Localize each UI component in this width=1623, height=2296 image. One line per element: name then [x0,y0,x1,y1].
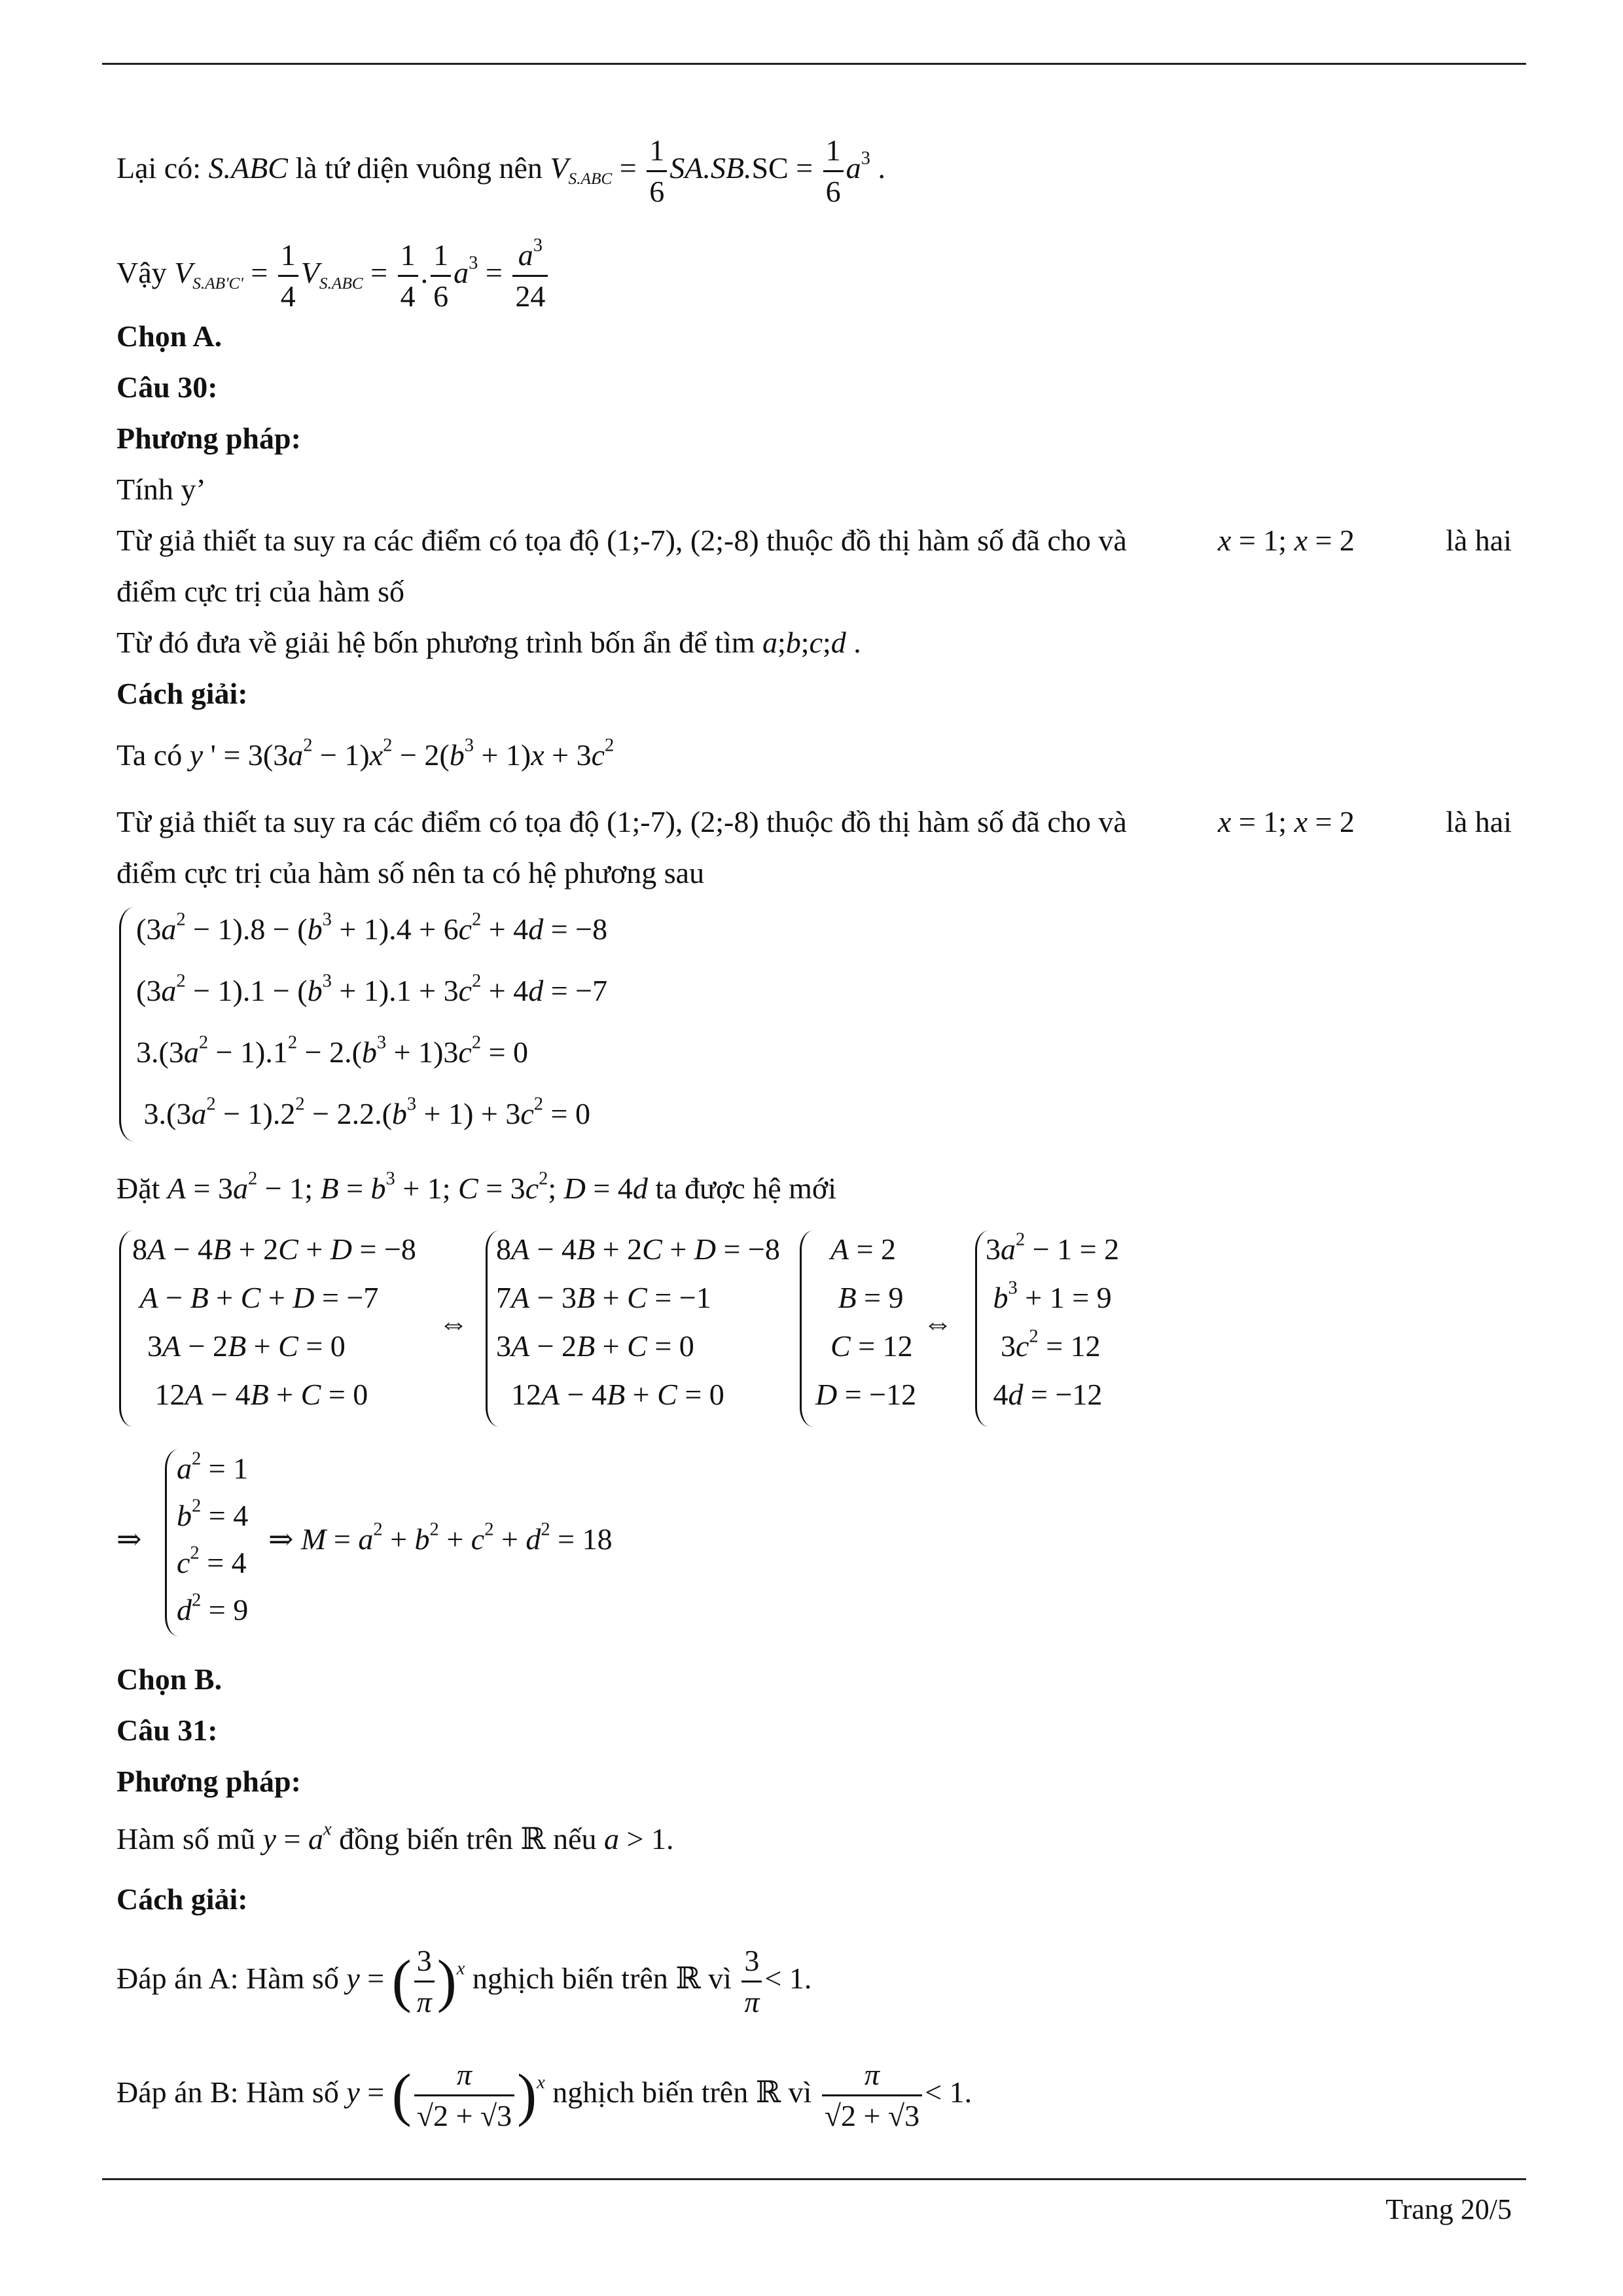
equation-system-2a: 8A − 4B + 2C + D = −8 A − B + C + D = −7 3A − 2B + C = 0 12A − 4B + C = 0 [132,1232,416,1411]
equation-system-2c: A = 2 B = 9 C = 12 D = −12 [815,1232,917,1411]
question-30-heading: Câu 30: [116,370,218,404]
solution-heading-31: Cách giải: [116,1882,248,1916]
result-sum-squares: ⇒ $M = a^2 + b^2 + c^2 + d^2 = 18$ [268,1519,613,1556]
equation-system-2b: 8A − 4B + 2C + D = −8 7A − 3B + C = −1 3A − 2B + C = 0 12A − 4B + C = 0 [496,1232,780,1411]
equation-system-1: $(3a^2 - 1).8 - (b^3 + 1).4 + 6c^2 + 4d = -8$ $(3a^2 - 1).1 - (b^3 + 1).1 + 3c^2 + 4d = -7$ $3.(3a^2 - 1).1^2 - 2.(b^3 + 1)3c^2 = 0$ $3.(3a^2 - 1).2^2 - 2.2.(b^3 + 1) + 3c^2 = 0$ [136,909,608,1130]
option-b-analysis: Đáp án B: Hàm số y = ( $\frac{\pi}{√2 + √3}$ )$^x$ nghịch biến trên ℝ vì $\frac{\pi}{√2 + √3}$ < 1. [116,2050,1512,2138]
line-volume-sabc: Lại có: S.ABC là tứ diện vuông nên $V_{S.ABC}$ = $\frac{1}{6}$ SA.SB.SC = $\frac{1}{6}$ $a^3$ . [116,131,1512,211]
system-brace-1 [119,907,134,1141]
substitution-line: Đặt $A = 3a^2 - 1$; $B = b^3 + 1$; $C = 3c^2$; D = 4d ta được hệ mới [116,1168,837,1205]
page-number: Trang 20/5 [1385,2193,1512,2225]
question-31-heading: Câu 31: [116,1713,218,1747]
header-rule [102,63,1526,65]
answer-choose-b: Chọn B. [116,1662,223,1696]
system-brace-2c [800,1230,813,1427]
footer-rule [102,2178,1526,2180]
equation-system-3: $a^2 = 1$ $b^2 = 4$ $c^2 = 4$ $d^2 = 9$ [177,1448,249,1626]
hypothesis-line-2: Từ giả thiết ta suy ra các điểm có tọa độ (1;-7), (2;-8) thuộc đồ thị hàm số đã cho và x = 1; x = 2 là hai [116,805,1512,838]
hypothesis-line-1: Từ giả thiết ta suy ra các điểm có tọa độ (1;-7), (2;-8) thuộc đồ thị hàm số đã cho và x = 1; x = 2 là hai [116,524,1512,557]
option-a-analysis: Đáp án A: Hàm số y = ( $\frac{3}{\pi}$ )$^x$ nghịch biến trên ℝ vì $\frac{3}{\pi}$ < 1. [116,1936,1512,2024]
solve-system-hint: Từ đó đưa về giải hệ bốn phương trình bốn ẩn để tìm a;b;c;d . [116,626,861,659]
exponential-rule: Hàm số mũ $y = a^x$ đồng biến trên ℝ nếu a > 1. [116,1819,674,1856]
compute-y-prime: Tính y’ [116,473,206,506]
answer-choose-a: Chọn A. [116,319,223,353]
extremum-points-1: điểm cực trị của hàm số [116,575,405,608]
equivalence-symbol-1: ⇔ [438,1306,469,1340]
line-volume-sabc-prime: Vậy $V_{S.AB'C'}$ = $\frac{1}{4}$ $V_{S.ABC}$ = $\frac{1}{4}$ . $\frac{1}{6}$ $a^3$ = $\frac{a^3}{24}$ [116,236,1512,316]
equivalence-symbol-2: ⇔ [923,1306,953,1340]
extremum-points-2: điểm cực trị của hàm số nên ta có hệ phương sau [116,856,705,889]
derivative-line: Ta có y ' = $3(3a^2 - 1)x^2 - 2(b^3 + 1)x + 3c^2$ [116,735,615,772]
system-brace-2a [119,1230,133,1427]
equation-system-2d: $3a^2 - 1 = 2$ $b^3 + 1 = 9$ $3c^2 = 12$ 4d = −12 [986,1229,1120,1411]
implies-symbol-1: ⇒ [116,1522,142,1556]
method-heading-31: Phương pháp: [116,1765,301,1798]
solution-heading-30: Cách giải: [116,677,248,710]
method-heading-30: Phương pháp: [116,422,301,455]
